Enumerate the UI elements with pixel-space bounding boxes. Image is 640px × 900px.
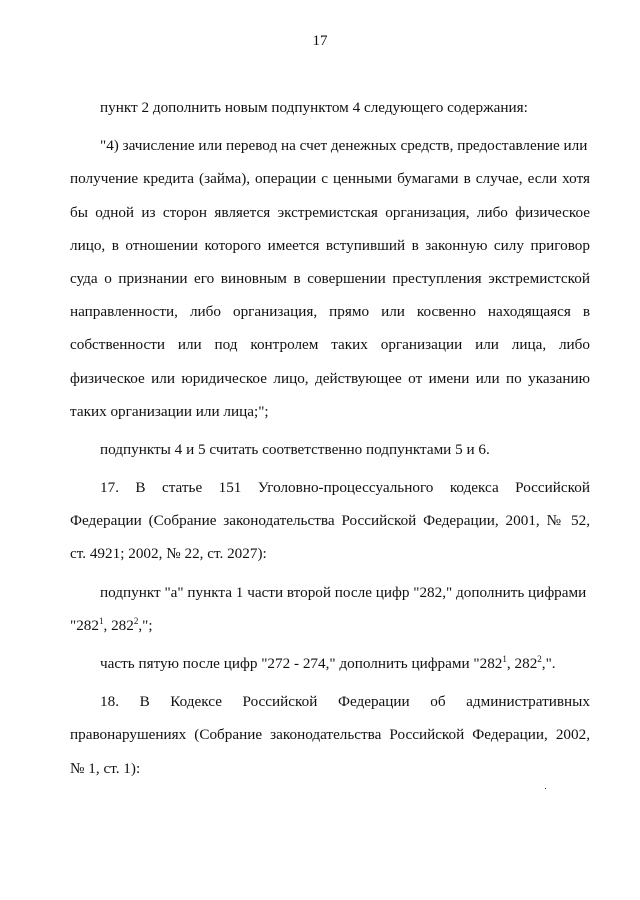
text-line: собственности или под контролем таких организации или лица, либо	[70, 336, 590, 354]
scan-speck	[545, 788, 546, 789]
text-line: лицо, в отношении которого имеется вступивший в законную силу приговор	[70, 236, 590, 254]
text-line: "4) зачисление или перевод на счет денежных средств, предоставление или	[100, 137, 588, 155]
paragraph-subpoint-intro	[70, 91, 590, 124]
superscript: 1	[98, 615, 104, 626]
text-fragment: часть пятую после цифр "272 - 274," дополнить цифрами "282	[100, 655, 503, 672]
page-number: 17	[312, 33, 328, 49]
text-line: подпункт "а" пункта 1 части второй после цифр "282," дополнить цифрами	[100, 583, 587, 601]
text-fragment: "282	[70, 616, 99, 634]
text-fragment: , 282	[103, 616, 134, 634]
document-body	[70, 91, 590, 785]
text-fragment: ,";	[138, 616, 153, 634]
paragraph-subpoint-a	[70, 576, 590, 642]
paragraph-item-17	[70, 471, 590, 571]
text-line: ст. 4921; 2002, № 22, ст. 2027):	[70, 545, 267, 563]
paragraph-part-five	[70, 647, 590, 680]
text-line: 17. В статье 151 Уголовно-процессуального кодекса Российской	[100, 479, 590, 497]
text-line: бы одной из сторон является экстремистская организация, либо физическое	[70, 203, 590, 221]
text-line: суда о признании его виновным в совершении преступления экстремистской	[70, 269, 590, 287]
text-line: таких организации или лица;";	[70, 402, 269, 420]
text-line	[70, 609, 590, 642]
text-line: правонарушениях (Собрание законодательства Российской Федерации, 2002,	[70, 726, 590, 744]
text-line	[70, 647, 590, 680]
text-line: № 1, ст. 1):	[70, 759, 141, 777]
text-fragment: ,".	[541, 655, 556, 672]
text-line: направленности, либо организация, прямо или косвенно находящаяся в	[70, 303, 590, 321]
text-line: физическое или юридическое лицо, действующее от имени или по указанию	[70, 369, 590, 387]
superscript: 2	[537, 654, 542, 664]
text-line: пункт 2 дополнить новым подпунктом 4 следующего содержания:	[100, 99, 528, 116]
superscript: 2	[133, 615, 139, 626]
text-line: 18. В Кодексе Российской Федерации об административных	[100, 693, 590, 711]
superscript: 1	[502, 654, 507, 664]
paragraph-quoted-subpoint-4	[70, 129, 590, 428]
paragraph-item-18	[70, 685, 590, 785]
text-fragment: , 282	[506, 655, 538, 672]
text-line: подпункты 4 и 5 считать соответственно подпунктами 5 и 6.	[100, 440, 490, 458]
text-line: получение кредита (займа), операции с ценными бумагами в случае, если хотя	[70, 170, 590, 188]
paragraph-renumbering	[70, 433, 590, 466]
text-line: Федерации (Собрание законодательства Российской Федерации, 2001, № 52,	[70, 512, 590, 530]
